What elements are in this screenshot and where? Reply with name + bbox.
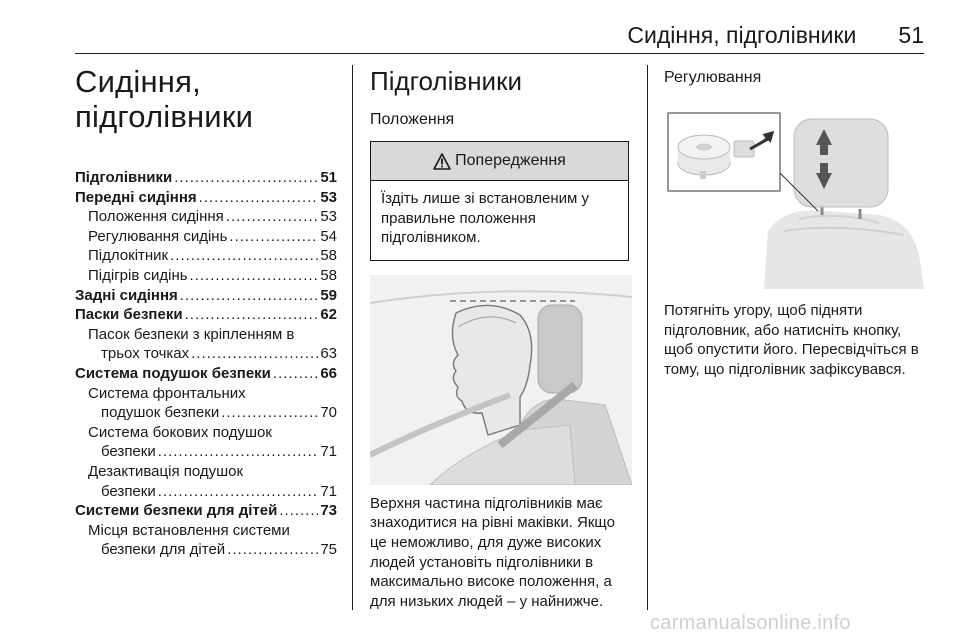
watermark: carmanualsonline.info — [650, 612, 851, 634]
chapter-title — [75, 64, 337, 134]
headrest-adjust-paragraph: Потягніть угору, щоб підняти підголовник, або натисніть кнопку, щоб опустити його. Пересвідчіться в тому, що підголівник зафіксувався. — [664, 302, 919, 378]
headrest-position-column — [370, 60, 632, 611]
toc-entry[interactable]: Пасок безпеки з кріпленням в — [88, 325, 295, 343]
running-header-title: Сидіння, підголівники — [627, 22, 857, 48]
toc-column — [75, 60, 337, 560]
toc-entry-title: безпеки — [101, 443, 156, 461]
toc-entry[interactable]: Система фронтальних — [88, 384, 246, 402]
toc-entry-page: 54 — [320, 227, 337, 245]
toc-dot-leader — [191, 344, 318, 364]
toc-entry-page: 73 — [320, 502, 337, 520]
page-number: 51 — [898, 22, 924, 48]
toc-entry-page: 66 — [320, 364, 337, 382]
toc-dot-leader — [229, 227, 318, 247]
toc-entry-page: 71 — [320, 443, 337, 461]
running-header — [627, 22, 924, 49]
toc-dot-leader — [158, 482, 319, 502]
toc-entry-page: 53 — [320, 208, 337, 226]
header-rule — [75, 53, 924, 54]
toc-dot-leader — [180, 286, 319, 306]
toc-entry-title: Підлокітник — [88, 247, 169, 265]
toc-entry[interactable] — [75, 227, 337, 247]
toc-entry-title: Паски безпеки — [75, 306, 183, 324]
toc-entry-page: 51 — [320, 169, 337, 186]
toc-entry-page: 62 — [320, 306, 337, 324]
warning-title: Попередження — [455, 152, 566, 169]
chapter-title-line1: Сидіння, — [75, 64, 201, 99]
toc-entry[interactable]: Місця встановлення системи — [88, 521, 290, 539]
toc-entry[interactable] — [75, 305, 337, 325]
toc-entry-title: подушок безпеки — [101, 404, 220, 422]
toc-dot-leader — [221, 403, 318, 423]
column-divider-2 — [647, 65, 648, 610]
toc-entry-title: безпеки — [101, 482, 156, 500]
toc-entry-page: 58 — [320, 247, 337, 265]
toc-entry-title: Передні сидіння — [75, 188, 197, 206]
toc-entry-page: 58 — [320, 266, 337, 284]
toc-dot-leader — [273, 364, 318, 384]
toc-entry[interactable] — [75, 364, 337, 384]
section-title: Підголівники — [370, 66, 522, 96]
toc-entry-page: 59 — [320, 286, 337, 304]
toc-entry[interactable] — [75, 482, 337, 502]
toc-entry[interactable] — [75, 207, 337, 227]
warning-triangle-icon — [433, 153, 451, 170]
table-of-contents — [75, 168, 337, 560]
toc-entry[interactable] — [75, 246, 337, 266]
toc-entry[interactable] — [75, 266, 337, 286]
toc-dot-leader — [279, 501, 318, 521]
toc-entry-title: трьох точках — [101, 345, 190, 363]
toc-entry-title: Положення сидіння — [88, 208, 224, 226]
toc-dot-leader — [158, 442, 319, 462]
toc-dot-leader — [226, 207, 319, 227]
toc-entry-title: Система подушок безпеки — [75, 364, 271, 382]
toc-dot-leader — [170, 246, 318, 266]
toc-dot-leader — [174, 168, 318, 188]
headrest-position-paragraph: Верхня частина підголівників має знаходитися на рівні маківки. Якщо це неможливо, для дуже високих людей установіть підголівники в максимально високе положення, а для низьких людей – у найнижче. — [370, 494, 615, 610]
toc-entry[interactable] — [75, 188, 337, 208]
toc-entry[interactable]: Дезактивація подушок — [88, 462, 244, 480]
toc-entry[interactable] — [75, 442, 337, 462]
toc-entry[interactable] — [75, 286, 337, 306]
chapter-title-line2: підголівники — [75, 99, 254, 134]
warning-header — [371, 142, 628, 181]
warning-text: Їздіть лише зі встановленим у правильне положення підголівником. — [381, 190, 590, 247]
toc-entry-title: Системи безпеки для дітей — [75, 502, 278, 520]
headrest-adjust-column — [664, 60, 924, 379]
toc-dot-leader — [185, 305, 319, 325]
toc-entry[interactable] — [75, 540, 337, 560]
toc-entry-page: 63 — [320, 345, 337, 363]
toc-entry-page: 70 — [320, 404, 337, 422]
toc-entry[interactable] — [75, 168, 337, 188]
warning-box — [370, 141, 629, 261]
column-divider-1 — [352, 65, 353, 610]
toc-dot-leader — [199, 188, 319, 208]
toc-entry[interactable]: Система бокових подушок — [88, 423, 272, 441]
toc-entry[interactable] — [75, 501, 337, 521]
toc-dot-leader — [227, 540, 318, 560]
headrest-adjust-illustration — [664, 111, 924, 289]
toc-entry[interactable] — [75, 403, 337, 423]
toc-entry-page: 71 — [320, 482, 337, 500]
toc-entry-title: Підголівники — [75, 169, 173, 186]
toc-entry-page: 75 — [320, 541, 337, 559]
toc-entry-title: Регулювання сидінь — [88, 227, 228, 245]
subsection-title-adjust: Регулювання — [664, 69, 762, 86]
toc-entry-page: 53 — [320, 188, 337, 206]
toc-entry-title: Задні сидіння — [75, 286, 178, 304]
headrest-position-illustration — [370, 275, 632, 485]
subsection-title-position: Положення — [370, 111, 455, 128]
toc-entry[interactable] — [75, 344, 337, 364]
toc-entry-title: безпеки для дітей — [101, 541, 226, 559]
toc-entry-title: Підігрів сидінь — [88, 266, 188, 284]
toc-dot-leader — [190, 266, 319, 286]
